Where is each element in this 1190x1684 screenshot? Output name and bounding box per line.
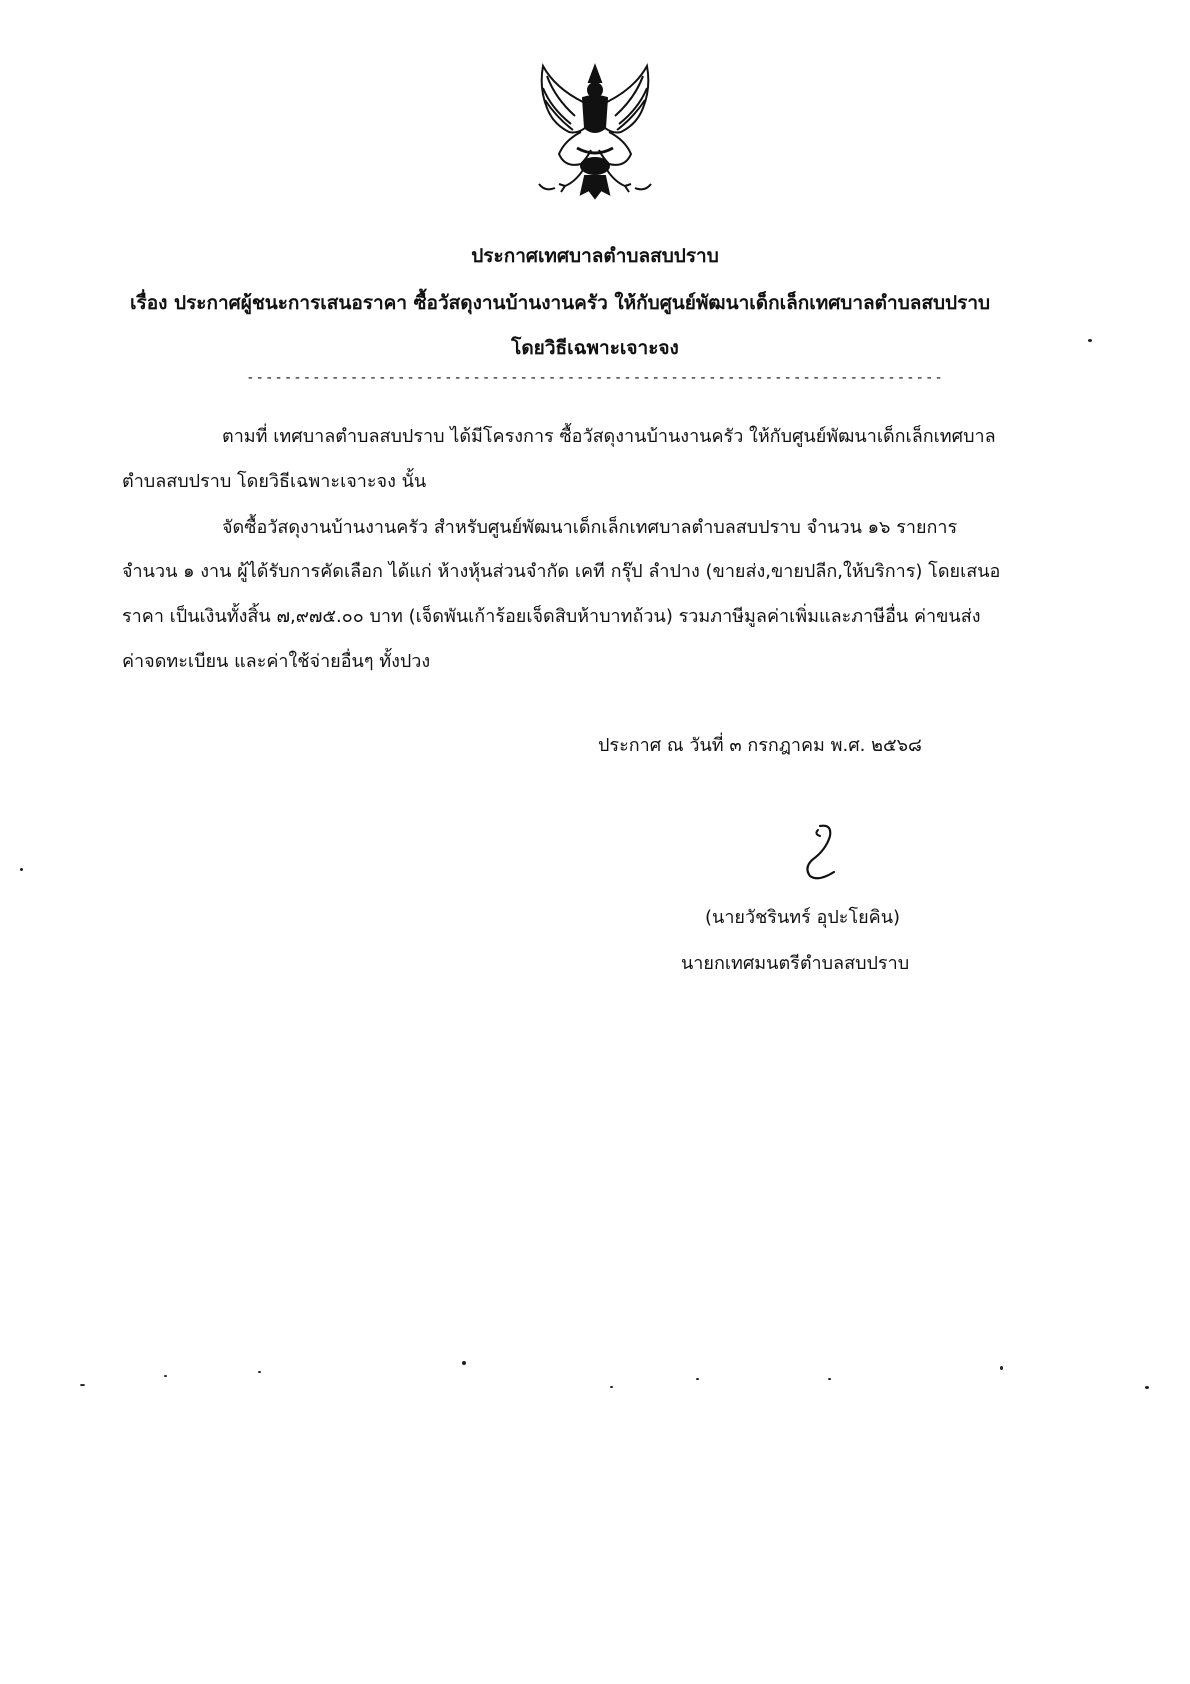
scan-speck [1000, 1366, 1003, 1370]
announcement-title: ประกาศเทศบาลตำบลสบปราบ [471, 245, 719, 267]
body-paragraph-2-line-2: จำนวน ๑ งาน ผู้ได้รับการคัดเลือก ได้แก่ ห้างหุ้นส่วนจำกัด เคที กรุ๊ป ลำปาง (ขายส่ง,ขายปลีก,ให้บริการ) โดยเสนอ [122, 561, 1001, 582]
scan-speck [164, 1375, 167, 1377]
scan-speck [610, 1386, 613, 1388]
body-paragraph-2-line-3: ราคา เป็นเงินทั้งสิ้น ๗,๙๗๕.๐๐ บาท (เจ็ดพันเก้าร้อยเจ็ดสิบห้าบาทถ้วน) รวมภาษีมูลค่าเพิ่มและภาษีอื่น ค่าขนส่ง [122, 606, 981, 627]
scan-speck [1088, 339, 1092, 342]
scan-speck [828, 1378, 831, 1380]
handwritten-signature [790, 820, 850, 890]
signer-position: นายกเทศมนตรีตำบลสบปราบ [681, 953, 910, 974]
divider-line: -------------------------------------------------------------------------- [246, 370, 944, 386]
scan-speck [696, 1378, 699, 1380]
body-paragraph-1-line-1: ตามที่ เทศบาลตำบลสบปราบ ได้มีโครงการ ซื้อวัสดุงานบ้านงานครัว ให้กับศูนย์พัฒนาเด็กเล็กเทศบาล [222, 426, 996, 447]
announcement-subject: เรื่อง ประกาศผู้ชนะการเสนอราคา ซื้อวัสดุงานบ้านงานครัว ให้กับศูนย์พัฒนาเด็กเล็กเทศบาลตำบลสบปราบ [130, 292, 991, 314]
body-paragraph-2-line-1: จัดซื้อวัสดุงานบ้านงานครัว สำหรับศูนย์พัฒนาเด็กเล็กเทศบาลตำบลสบปราบ จำนวน ๑๖ รายการ [222, 517, 958, 538]
announcement-date: ประกาศ ณ วันที่ ๓ กรกฎาคม พ.ศ. ๒๕๖๘ [598, 735, 922, 756]
body-paragraph-2-line-4: ค่าจดทะเบียน และค่าใช้จ่ายอื่นๆ ทั้งปวง [122, 651, 431, 672]
scan-speck [258, 1371, 261, 1373]
announcement-subject-method: โดยวิธีเฉพาะเจาะจง [511, 337, 679, 359]
scan-speck [80, 1384, 85, 1386]
body-paragraph-1-line-2: ตำบลสบปราบ โดยวิธีเฉพาะเจาะจง นั้น [122, 471, 427, 492]
scan-speck [1145, 1386, 1149, 1389]
garuda-emblem-icon [525, 58, 665, 208]
signer-name: (นายวัชรินทร์ อุปะโยคิน) [705, 907, 901, 928]
scan-speck [20, 868, 23, 871]
scan-speck [462, 1361, 466, 1365]
